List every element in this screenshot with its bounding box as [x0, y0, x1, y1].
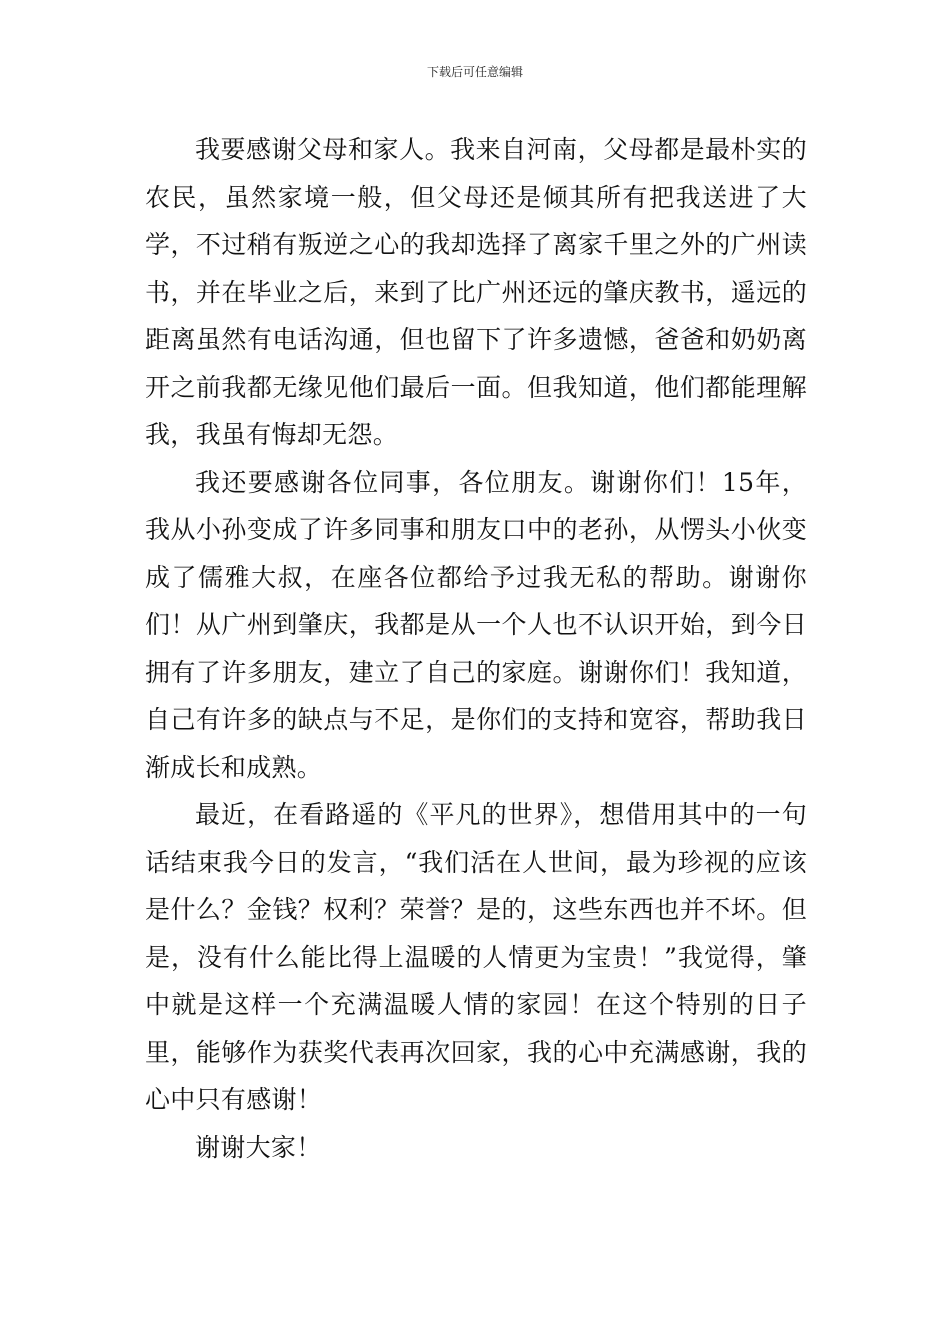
- page-header: 下载后可任意编辑: [426, 65, 523, 79]
- document-body: [145, 126, 807, 1171]
- paragraph-thank-you-all: 谢谢大家！: [195, 1132, 322, 1162]
- paragraph-thanks-family: 我要感谢父母和家人。我来自河南，父母都是最朴实的农民，虽然家境一般，但父母还是倾其所有把我送进了大学，不过稍有叛逆之心的我却选择了离家千里之外的广州读书，并在毕业之后，来到了比广州还远的肇庆教书，遥远的距离虽然有电话沟通，但也留下了许多遗憾，爸爸和奶奶离开之前我都无缘见他们最后一面。但我知道，他们都能理解我，我虽有悔却无怨。: [145, 135, 807, 449]
- paragraph-closing-quote: 最近，在看路遥的《平凡的世界》，想借用其中的一句话结束我今日的发言，“我们活在人世间，最为珍视的应该是什么？金钱？权利？荣誉？是的，这些东西也并不坏。但是，没有什么能比得上温暖的人情更为宝贵！”我觉得，肇中就是这样一个充满温暖人情的家园！在这个特别的日子里，能够作为获奖代表再次回家，我的心中充满感谢，我的心中只有感谢！: [145, 800, 807, 1114]
- paragraph-thanks-colleagues: 我还要感谢各位同事，各位朋友。谢谢你们！15年，我从小孙变成了许多同事和朋友口中的老孙，从愣头小伙变成了儒雅大叔，在座各位都给予过我无私的帮助。谢谢你们！从广州到肇庆，我都是从一个人也不认识开始，到今日拥有了许多朋友，建立了自己的家庭。谢谢你们！我知道，自己有许多的缺点与不足，是你们的支持和宽容，帮助我日渐成长和成熟。: [145, 467, 807, 782]
